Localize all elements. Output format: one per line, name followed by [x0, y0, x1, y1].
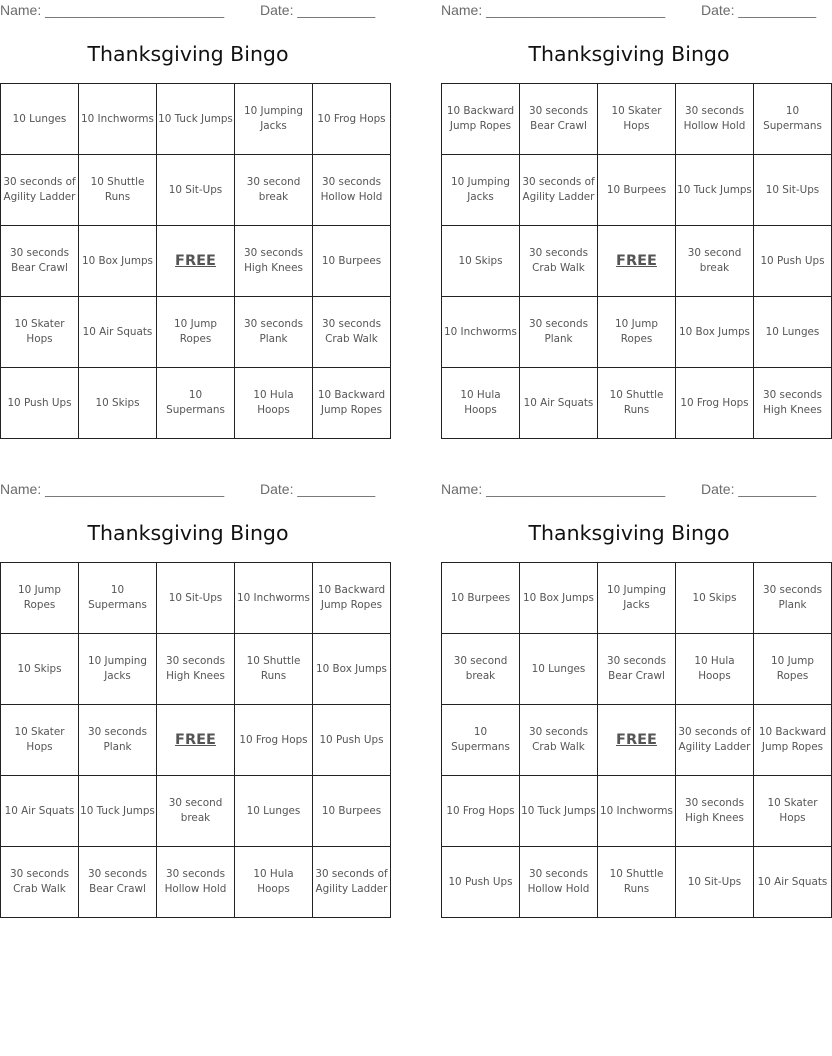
bingo-cell[interactable]: 30 seconds Crab Walk — [313, 297, 391, 368]
grid-row — [442, 297, 832, 368]
bingo-cell[interactable]: 10 Skips — [79, 368, 157, 439]
bingo-grid — [441, 562, 832, 918]
bingo-cell[interactable]: 30 seconds High Knees — [157, 634, 235, 705]
name-field[interactable]: Name: _______________________ — [0, 481, 225, 497]
name-field[interactable]: Name: _______________________ — [0, 2, 225, 18]
grid-row — [442, 634, 832, 705]
grid-row — [442, 84, 832, 155]
bingo-cell[interactable]: 10 Lunges — [520, 634, 598, 705]
bingo-cell[interactable]: 10 Skips — [1, 634, 79, 705]
date-field[interactable]: Date: __________ — [701, 481, 817, 497]
bingo-cell[interactable]: 10 Jump Ropes — [754, 634, 832, 705]
bingo-cell[interactable]: 10 Tuck Jumps — [520, 776, 598, 847]
free-space-cell[interactable]: FREE — [157, 705, 235, 776]
card-header-fields — [0, 2, 376, 20]
bingo-cell[interactable]: 10 Shuttle Runs — [598, 368, 676, 439]
bingo-cell[interactable]: 10 Burpees — [442, 563, 520, 634]
bingo-cell[interactable]: 10 Lunges — [754, 297, 832, 368]
card-title: Thanksgiving Bingo — [528, 42, 730, 66]
bingo-cell[interactable]: 10 Box Jumps — [313, 634, 391, 705]
bingo-cell[interactable]: 30 seconds of Agility Ladder — [676, 705, 754, 776]
bingo-cell[interactable]: 10 Supermans — [442, 705, 520, 776]
bingo-cell[interactable]: 10 Skater Hops — [598, 84, 676, 155]
bingo-cell[interactable]: 10 Inchworms — [442, 297, 520, 368]
name-field[interactable]: Name: _______________________ — [441, 2, 666, 18]
bingo-cell[interactable]: 10 Jumping Jacks — [442, 155, 520, 226]
bingo-cell[interactable]: 10 Inchworms — [235, 563, 313, 634]
bingo-cell[interactable]: 10 Frog Hops — [676, 368, 754, 439]
card-header-fields — [441, 481, 817, 499]
grid-row — [1, 226, 391, 297]
bingo-cell[interactable]: 30 seconds of Agility Ladder — [520, 155, 598, 226]
bingo-cell[interactable]: 10 Supermans — [157, 368, 235, 439]
grid-row — [1, 847, 391, 918]
bingo-cell[interactable]: 30 seconds of Agility Ladder — [1, 155, 79, 226]
bingo-cell[interactable]: 10 Supermans — [754, 84, 832, 155]
grid-row — [1, 84, 391, 155]
bingo-cell[interactable]: 30 seconds Crab Walk — [520, 226, 598, 297]
bingo-cell[interactable]: 10 Hula Hoops — [235, 368, 313, 439]
bingo-cell[interactable]: 10 Skips — [442, 226, 520, 297]
free-space-cell[interactable]: FREE — [157, 226, 235, 297]
bingo-cell[interactable]: 30 seconds of Agility Ladder — [313, 847, 391, 918]
bingo-cell[interactable]: 10 Sit-Ups — [676, 847, 754, 918]
bingo-cell[interactable]: 10 Skips — [676, 563, 754, 634]
bingo-cell[interactable]: 30 seconds Bear Crawl — [520, 84, 598, 155]
bingo-cell[interactable]: 10 Hula Hoops — [235, 847, 313, 918]
bingo-cell[interactable]: 30 seconds Bear Crawl — [1, 226, 79, 297]
bingo-cell[interactable]: 30 seconds Crab Walk — [1, 847, 79, 918]
bingo-card-1 — [0, 0, 386, 440]
bingo-cell[interactable]: 10 Inchworms — [79, 84, 157, 155]
date-field[interactable]: Date: __________ — [701, 2, 817, 18]
bingo-grid — [0, 83, 391, 439]
bingo-cell[interactable]: 30 seconds High Knees — [754, 368, 832, 439]
bingo-cell[interactable]: 30 second break — [235, 155, 313, 226]
date-field[interactable]: Date: __________ — [260, 481, 376, 497]
grid-row — [1, 634, 391, 705]
bingo-cell[interactable]: 30 second break — [442, 634, 520, 705]
bingo-cell[interactable]: 10 Box Jumps — [79, 226, 157, 297]
bingo-cell[interactable]: 10 Backward Jump Ropes — [442, 84, 520, 155]
bingo-cell[interactable]: 30 second break — [676, 226, 754, 297]
bingo-cell[interactable]: 10 Frog Hops — [313, 84, 391, 155]
bingo-cell[interactable]: 30 seconds Plank — [79, 705, 157, 776]
bingo-cell[interactable]: 10 Air Squats — [520, 368, 598, 439]
card-title: Thanksgiving Bingo — [528, 521, 730, 545]
bingo-cell[interactable]: 10 Skater Hops — [1, 297, 79, 368]
bingo-cell[interactable]: 10 Shuttle Runs — [598, 847, 676, 918]
bingo-cell[interactable]: 10 Backward Jump Ropes — [313, 563, 391, 634]
bingo-cell[interactable]: 10 Burpees — [313, 776, 391, 847]
grid-row — [1, 705, 391, 776]
bingo-cell[interactable]: 10 Backward Jump Ropes — [754, 705, 832, 776]
bingo-cell[interactable]: 30 seconds Bear Crawl — [79, 847, 157, 918]
bingo-cell[interactable]: 10 Hula Hoops — [676, 634, 754, 705]
bingo-cell[interactable]: 10 Burpees — [313, 226, 391, 297]
bingo-cell[interactable]: 10 Jump Ropes — [157, 297, 235, 368]
free-space-cell[interactable]: FREE — [598, 226, 676, 297]
card-title: Thanksgiving Bingo — [87, 42, 289, 66]
bingo-cell[interactable]: 10 Air Squats — [754, 847, 832, 918]
grid-row — [442, 226, 832, 297]
grid-row — [442, 705, 832, 776]
bingo-cell[interactable]: 30 seconds Hollow Hold — [313, 155, 391, 226]
bingo-cell[interactable]: 10 Jump Ropes — [1, 563, 79, 634]
card-header-fields — [0, 481, 376, 499]
bingo-cell[interactable]: 10 Lunges — [1, 84, 79, 155]
bingo-cell[interactable]: 10 Jump Ropes — [598, 297, 676, 368]
bingo-cell[interactable]: 10 Skater Hops — [754, 776, 832, 847]
grid-row — [1, 297, 391, 368]
bingo-cell[interactable]: 10 Burpees — [598, 155, 676, 226]
bingo-cell[interactable]: 30 seconds Crab Walk — [520, 705, 598, 776]
bingo-cell[interactable]: 10 Box Jumps — [676, 297, 754, 368]
grid-row — [442, 776, 832, 847]
free-space-cell[interactable]: FREE — [598, 705, 676, 776]
bingo-cell[interactable]: 10 Sit-Ups — [157, 155, 235, 226]
card-header-fields — [441, 2, 817, 20]
bingo-cell[interactable]: 10 Push Ups — [1, 368, 79, 439]
bingo-cell[interactable]: 10 Shuttle Runs — [79, 155, 157, 226]
grid-row — [442, 368, 832, 439]
bingo-cell[interactable]: 30 seconds Plank — [520, 297, 598, 368]
bingo-cell[interactable]: 10 Sit-Ups — [157, 563, 235, 634]
bingo-cell[interactable]: 10 Push Ups — [442, 847, 520, 918]
bingo-cell[interactable]: 30 seconds Bear Crawl — [598, 634, 676, 705]
bingo-cell[interactable]: 30 seconds Hollow Hold — [520, 847, 598, 918]
bingo-cell[interactable]: 30 seconds Hollow Hold — [157, 847, 235, 918]
grid-row — [1, 155, 391, 226]
bingo-cell[interactable]: 30 seconds Plank — [754, 563, 832, 634]
bingo-cell[interactable]: 10 Jumping Jacks — [598, 563, 676, 634]
bingo-cell[interactable]: 30 seconds Hollow Hold — [676, 84, 754, 155]
bingo-cell[interactable]: 10 Frog Hops — [442, 776, 520, 847]
bingo-cell[interactable]: 10 Tuck Jumps — [79, 776, 157, 847]
grid-row — [1, 776, 391, 847]
bingo-cell[interactable]: 10 Backward Jump Ropes — [313, 368, 391, 439]
bingo-cell[interactable]: 10 Skater Hops — [1, 705, 79, 776]
name-field[interactable]: Name: _______________________ — [441, 481, 666, 497]
grid-row — [442, 847, 832, 918]
bingo-cell[interactable]: 10 Frog Hops — [235, 705, 313, 776]
bingo-grid — [0, 562, 391, 918]
grid-row — [442, 155, 832, 226]
bingo-card-4 — [441, 479, 828, 919]
grid-row — [442, 563, 832, 634]
bingo-cell[interactable]: 10 Sit-Ups — [754, 155, 832, 226]
bingo-cell[interactable]: 10 Shuttle Runs — [235, 634, 313, 705]
card-title: Thanksgiving Bingo — [87, 521, 289, 545]
date-field[interactable]: Date: __________ — [260, 2, 376, 18]
grid-row — [1, 563, 391, 634]
bingo-cell[interactable]: 10 Inchworms — [598, 776, 676, 847]
bingo-card-3 — [0, 479, 388, 919]
bingo-cell[interactable]: 10 Lunges — [235, 776, 313, 847]
bingo-cell[interactable]: 10 Push Ups — [313, 705, 391, 776]
bingo-cell[interactable]: 10 Tuck Jumps — [157, 84, 235, 155]
bingo-grid — [441, 83, 832, 439]
bingo-cell[interactable]: 10 Supermans — [79, 563, 157, 634]
bingo-cell[interactable]: 10 Push Ups — [754, 226, 832, 297]
bingo-cell[interactable]: 10 Hula Hoops — [442, 368, 520, 439]
bingo-card-2 — [441, 0, 825, 440]
bingo-cell[interactable]: 30 seconds Plank — [235, 297, 313, 368]
bingo-cell[interactable]: 30 seconds High Knees — [235, 226, 313, 297]
bingo-cell[interactable]: 30 seconds High Knees — [676, 776, 754, 847]
bingo-cell[interactable]: 10 Jumping Jacks — [235, 84, 313, 155]
bingo-cell[interactable]: 10 Air Squats — [1, 776, 79, 847]
bingo-cell[interactable]: 30 second break — [157, 776, 235, 847]
bingo-cell[interactable]: 10 Tuck Jumps — [676, 155, 754, 226]
grid-row — [1, 368, 391, 439]
bingo-cell[interactable]: 10 Air Squats — [79, 297, 157, 368]
bingo-cell[interactable]: 10 Box Jumps — [520, 563, 598, 634]
bingo-cell[interactable]: 10 Jumping Jacks — [79, 634, 157, 705]
